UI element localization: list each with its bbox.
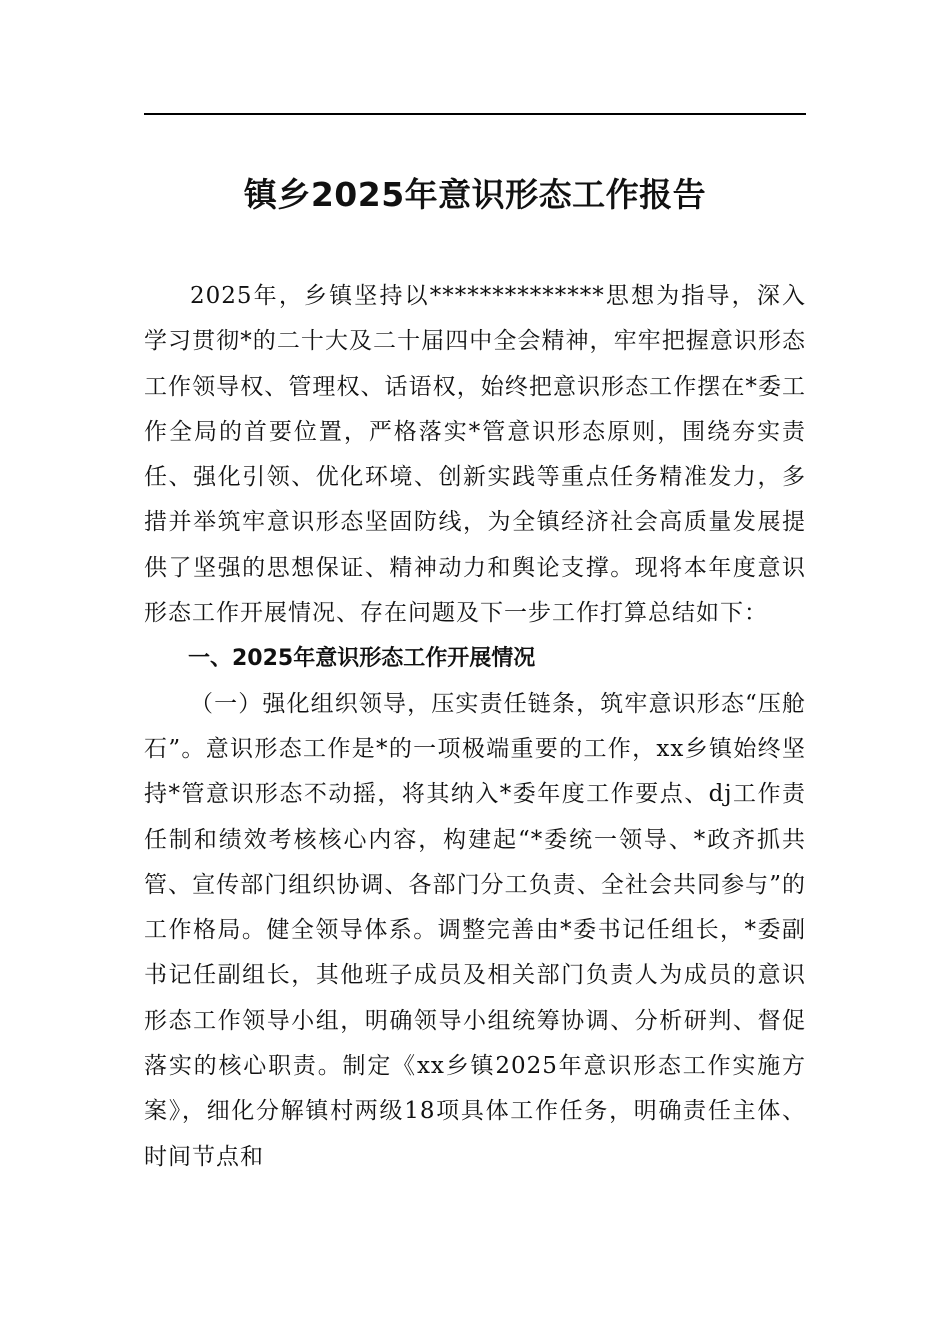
intro-paragraph: 2025年，乡镇坚持以**************思想为指导，深入学习贯彻*的二十大及二十届四中全会精神，牢牢把握意识形态工作领导权、管理权、话语权，始终把意识形态工作摆在*委工作全局的首要位置，严格落实*管意识形态原则，围绕夯实责任、强化引领、优化环境、创新实践等重点任务精准发力，多措并举筑牢意识形态坚固防线，为全镇经济社会高质量发展提供了坚强的思想保证、精神动力和舆论支撑。现将本年度意识形态工作开展情况、存在问题及下一步工作打算总结如下： [144,283,806,627]
document-body [144,274,806,1180]
section-heading-1: 一、2025年意识形态工作开展情况 [188,646,536,672]
header-rule [144,113,806,115]
section-1-paragraph-1: （一）强化组织领导，压实责任链条，筑牢意识形态“压舱石”。意识形态工作是*的一项极端重要的工作，xx乡镇始终坚持*管意识形态不动摇，将其纳入*委年度工作要点、dj工作责任制和绩效考核核心内容，构建起“*委统一领导、*政齐抓共管、宣传部门组织协调、各部门分工负责、全社会共同参与”的工作格局。健全领导体系。调整完善由*委书记任组长，*委副书记任副组长，其他班子成员及相关部门负责人为成员的意识形态工作领导小组，明确领导小组统筹协调、分析研判、督促落实的核心职责。制定《xx乡镇2025年意识形态工作实施方案》，细化分解镇村两级18项具体工作任务，明确责任主体、时间节点和 [144,690,806,1170]
document-title: 镇乡2025年意识形态工作报告 [243,175,707,214]
